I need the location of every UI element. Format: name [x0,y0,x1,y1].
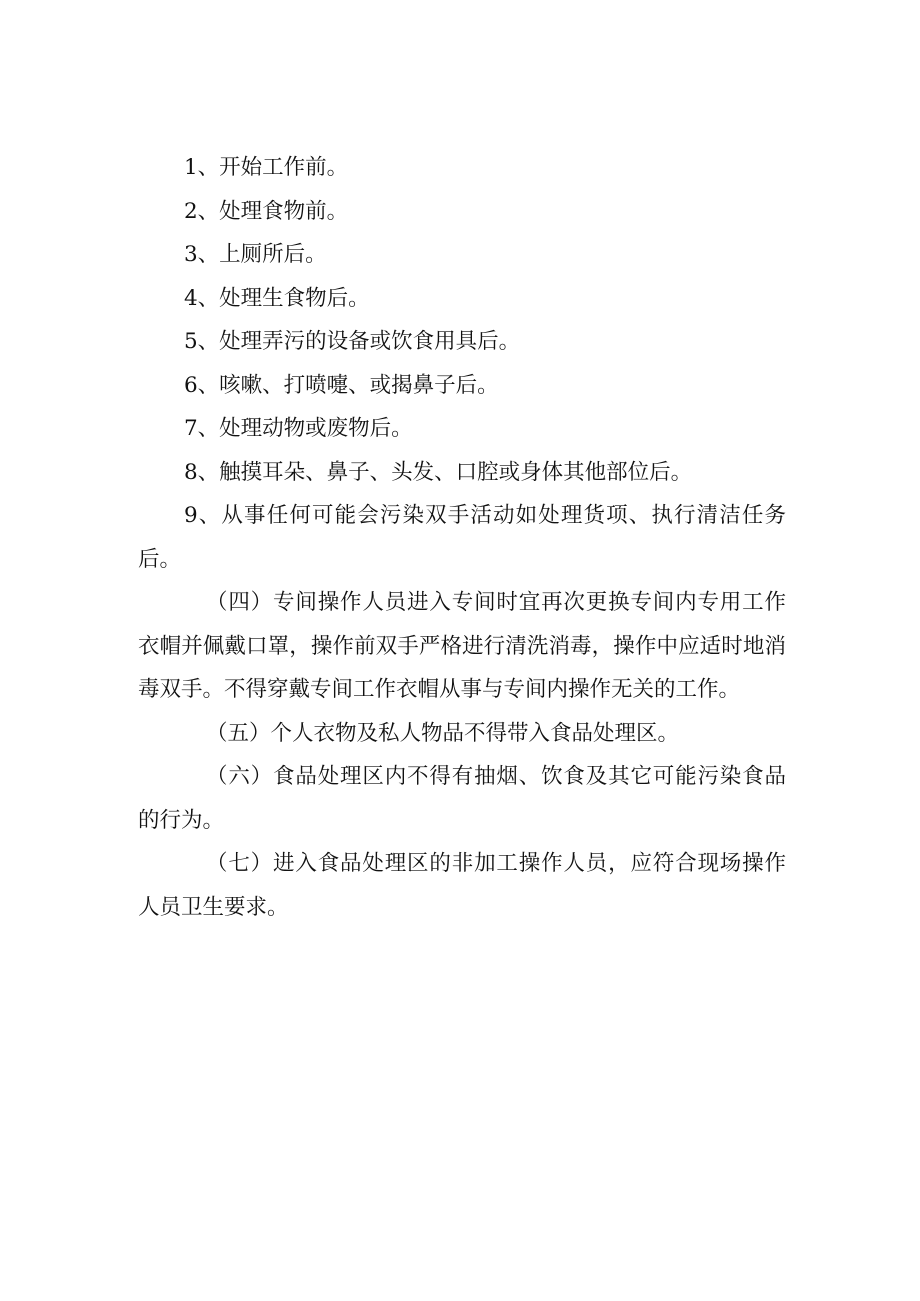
list-item-7: 7、处理动物或废物后。 [184,416,413,441]
list-item-8: 8、触摸耳朵、鼻子、头发、口腔或身体其他部位后。 [184,459,693,485]
document-page [138,146,786,929]
list-item-1: 1、开始工作前。 [184,155,349,180]
list-item-6: 6、咳嗽、打喷嚏、或揭鼻子后。 [184,372,499,398]
section-five-paragraph: （五）个人衣物及私人物品不得带入食品处理区。 [206,720,680,746]
list-item-3: 3、上厕所后。 [184,242,327,267]
section-seven-paragraph: （七）进入食品处理区的非加工操作人员，应符合现场操作人员卫生要求。 [138,851,786,920]
list-item-5: 5、处理弄污的设备或饮食用具后。 [184,329,521,354]
list-item-4: 4、处理生食物后。 [184,285,370,311]
list-item-9: 9、从事任何可能会污染双手活动如处理货项、执行清洁任务后。 [138,503,786,572]
list-item-2: 2、处理食物前。 [184,198,349,224]
section-four-paragraph: （四）专间操作人员进入专间时宜再次更换专间内专用工作衣帽并佩戴口罩，操作前双手严格进行清洗消毒，操作中应适时地消毒双手。不得穿戴专间工作衣帽从事与专间内操作无关的工作。 [138,590,786,702]
section-six-paragraph: （六）食品处理区内不得有抽烟、饮食及其它可能污染食品的行为。 [138,764,786,833]
